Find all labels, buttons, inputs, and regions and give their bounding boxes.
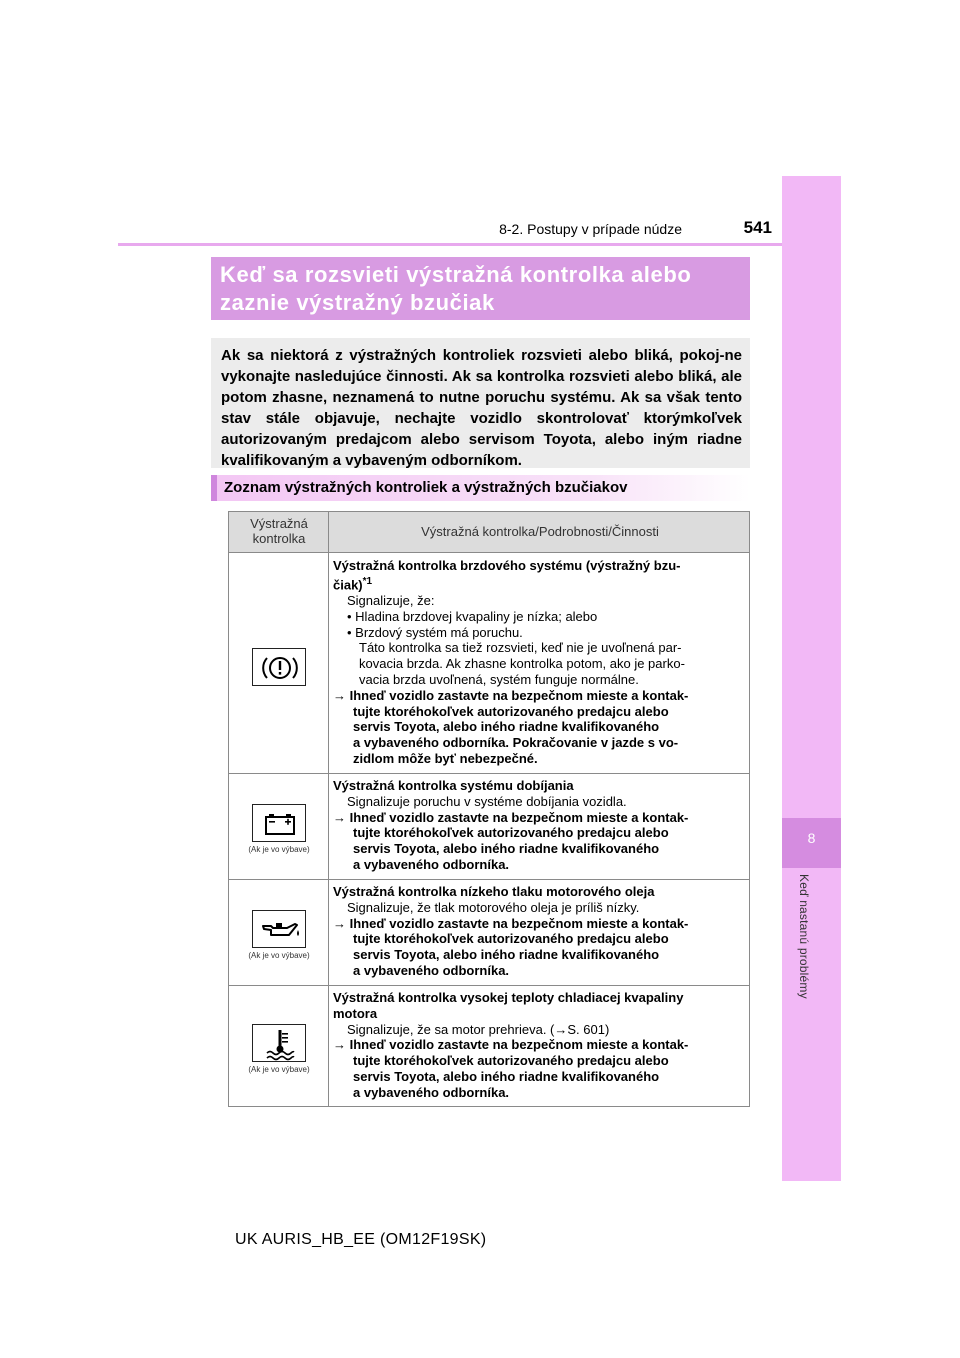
- header-rule: [118, 243, 782, 246]
- table-divider: [229, 879, 749, 880]
- page-title-line1: Keď sa rozsvieti výstražná kontrolka alebo: [220, 262, 692, 287]
- availability-note: (Ak je vo výbave): [248, 951, 310, 960]
- table-row: Výstražná kontrolka brzdového systému (výstražný bzu- čiak)$^{*1}$ Signalizuje, že: • Hladina brzdovej kvapaliny je nízka; alebo • Brzdový systém má poruchu. Táto kontrolka sa tiež rozsvieti, keď nie je uvoľnená par- kovacia brzda. Ak zhasne kontrolka potom, ako je parko- vacia brzda uvoľnená, systém funguje normálne. → Ihneď vozidlo zastavte na bezpečnom mieste a kontak- tujte ktoréhokoľvek autorizovaného predajcu alebo servis Toyota, alebo iného riadne kvalifikovaného a vybaveného odborníka. Pokračovanie v jazde s vo- zidlom môže byť nebezpečné.: [333, 558, 689, 766]
- table-divider: [328, 512, 329, 1106]
- battery-icon: [252, 804, 306, 842]
- availability-note: (Ak je vo výbave): [248, 1065, 310, 1074]
- chapter-title-text: Keď nastanú problémy: [797, 874, 811, 999]
- page-number: 541: [743, 218, 772, 237]
- table-divider: [229, 985, 749, 986]
- brake-warning-icon: [252, 648, 306, 686]
- subheading: Zoznam výstražných kontroliek a výstražných bzučiakov: [224, 479, 628, 496]
- chapter-title: [797, 874, 827, 1034]
- table-divider: [229, 552, 749, 553]
- footer-model-code: UK AURIS_HB_EE (OM12F19SK): [235, 1231, 487, 1248]
- chapter-number: 8: [807, 830, 816, 846]
- section-title: 8-2. Postupy v prípade núdze: [499, 221, 682, 237]
- page-title-line2: zaznie výstražný bzučiak: [220, 290, 495, 315]
- table-row: Výstražná kontrolka vysokej teploty chladiacej kvapaliny motora Signalizuje, že sa motor prehrieva. (→S. 601) → Ihneď vozidlo zastavte na bezpečnom mieste a kontak- tujte ktoréhokoľvek autorizovaného predajcu alebo servis Toyota, alebo iného riadne kvalifikovaného a vybaveného odborníka.: [333, 990, 689, 1100]
- table-divider: [229, 773, 749, 774]
- col-header-details: Výstražná kontrolka/Podrobnosti/Činnosti: [421, 524, 659, 539]
- subheading-accent: [211, 475, 217, 501]
- intro-text: Ak sa niektorá z výstražných kontroliek rozsvieti alebo bliká, pokoj-ne vykonajte nasledujúce činnosti. Ak sa kontrolka rozsvieti alebo bliká, ale potom zhasne, neznamená to nutne poruchu systému. Ak sa však tento stav stále objavuje, nechajte vozidlo skontrolovať ktorýmkoľvek autorizovaným predajcom alebo servisom Toyota, alebo iným riadne kvalifikovaným a vybaveným odborníkom.: [221, 347, 742, 469]
- col-header-indicator: Výstražná kontrolka: [250, 516, 308, 546]
- coolant-temperature-icon: [252, 1024, 306, 1062]
- oil-pressure-icon: [252, 910, 306, 948]
- availability-note: (Ak je vo výbave): [248, 845, 310, 854]
- table-row: Výstražná kontrolka systému dobíjania Signalizuje poruchu v systéme dobíjania vozidla. → Ihneď vozidlo zastavte na bezpečnom mieste a kontak- tujte ktoréhokoľvek autorizovaného predajcu alebo servis Toyota, alebo iného riadne kvalifikovaného a vybaveného odborníka.: [333, 778, 689, 872]
- table-row: Výstražná kontrolka nízkeho tlaku motorového oleja Signalizuje, že tlak motorového oleja je príliš nízky. → Ihneď vozidlo zastavte na bezpečnom mieste a kontak- tujte ktoréhokoľvek autorizovaného predajcu alebo servis Toyota, alebo iného riadne kvalifikovaného a vybaveného odborníka.: [333, 884, 689, 978]
